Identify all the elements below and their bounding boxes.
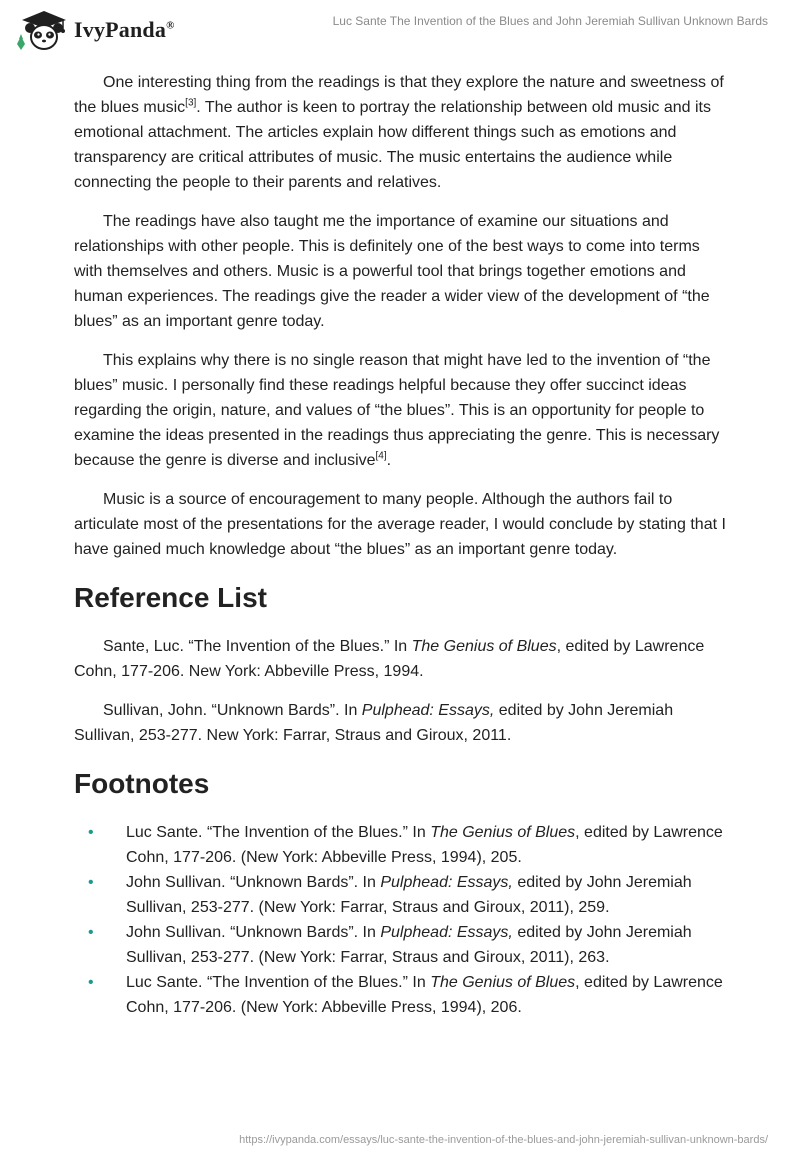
footnote-item — [74, 920, 726, 970]
footnote-title: Pulphead: Essays, — [380, 874, 513, 891]
brand-name — [74, 17, 175, 43]
reference-item-title: The Genius of Blues — [411, 638, 557, 655]
footnote-title: The Genius of Blues — [430, 974, 576, 991]
reference-item — [74, 698, 726, 748]
footnote-ref-4[interactable]: [4] — [375, 450, 387, 462]
footnote-item — [74, 820, 726, 870]
footnote-details: , edited by Lawrence Cohn, 177-206. (New York: Abbeville Press, 1994), 206. — [126, 974, 723, 1016]
footnote-text: John Sullivan. “Unknown Bards”. In — [126, 874, 381, 891]
reference-item-details: , edited by Lawrence Cohn, 177-206. New York: Abbeville Press, 1994. — [74, 638, 705, 680]
reference-item — [74, 634, 726, 684]
footnote-title: Pulphead: Essays, — [380, 924, 513, 941]
ivypanda-logo[interactable] — [14, 6, 175, 54]
reference-item-details: edited by John Jeremiah Sullivan, 253-277. New York: Farrar, Straus and Giroux, 2011. — [74, 702, 674, 744]
bullet-icon: • — [88, 974, 94, 991]
footnotes-heading: Footnotes — [74, 768, 210, 799]
page-header — [0, 0, 800, 60]
paragraph-1 — [74, 70, 726, 195]
footnote-text: John Sullivan. “Unknown Bards”. In — [126, 924, 381, 941]
reference-item-text: Sante, Luc. “The Invention of the Blues.” In — [103, 638, 412, 655]
paragraph-1-text-b: . The author is keen to portray the relationship between old music and its emotional attachment. The articles explain how different things such as emotions and transparency are critical attributes of music. The music entertains the audience while connecting the people to their parents and relatives. — [74, 99, 711, 191]
reference-list-heading: Reference List — [74, 582, 267, 613]
paragraph-3 — [74, 348, 726, 473]
paragraph-4: Music is a source of encouragement to many people. Although the authors fail to articulate most of the presentations for the average reader, I would conclude by stating that I have gained much knowledge about “the blues” as an important genre today. — [74, 491, 726, 558]
essay-content — [74, 70, 726, 1020]
bullet-icon: • — [88, 924, 94, 941]
footnote-details: , edited by Lawrence Cohn, 177-206. (New York: Abbeville Press, 1994), 205. — [126, 824, 723, 866]
reference-item-text: Sullivan, John. “Unknown Bards”. In — [103, 702, 362, 719]
paragraph-2: The readings have also taught me the importance of examine our situations and relationships with other people. This is definitely one of the best ways to come into terms with themselves and others. Music is a powerful tool that brings together emotions and human experiences. The readings give the reader a wider view of the development of “the blues” as an important genre today. — [74, 213, 710, 330]
bullet-icon: • — [88, 874, 94, 891]
source-url[interactable]: https://ivypanda.com/essays/luc-sante-the-invention-of-the-blues-and-john-jeremiah-sullivan-unknown-bards/ — [239, 1134, 768, 1146]
footnote-ref-3[interactable]: [3] — [185, 97, 197, 109]
registered-mark: ® — [166, 19, 175, 32]
document-title: Luc Sante The Invention of the Blues and John Jeremiah Sullivan Unknown Bards — [332, 14, 768, 28]
footnote-text: Luc Sante. “The Invention of the Blues.” In — [126, 974, 431, 991]
paragraph-3-text-b: . — [386, 452, 392, 469]
paragraph-3-text-a: This explains why there is no single reason that might have led to the invention of “the blues” music. I personally find these readings helpful because they offer succinct ideas regarding the origin, nature, and values of “the blues”. This is an opportunity for people to examine the ideas presented in the readings thus appreciating the genre. This is necessary because the genre is diverse and inclusive — [74, 352, 720, 469]
paragraph-1-text-a: One interesting thing from the readings is that they explore the nature and sweetness of the blues music — [74, 74, 724, 116]
footnote-title: The Genius of Blues — [430, 824, 576, 841]
panda-graduation-cap-icon — [14, 6, 70, 54]
footnotes-list — [74, 820, 726, 1020]
footnote-text: Luc Sante. “The Invention of the Blues.” In — [126, 824, 431, 841]
footnote-item — [74, 870, 726, 920]
brand-label: IvyPanda — [74, 17, 167, 42]
reference-item-title: Pulphead: Essays, — [361, 702, 495, 719]
footnote-details: edited by John Jeremiah Sullivan, 253-277. (New York: Farrar, Straus and Giroux, 2011), 259. — [126, 874, 692, 916]
footnote-item — [74, 970, 726, 1020]
footnote-details: edited by John Jeremiah Sullivan, 253-277. (New York: Farrar, Straus and Giroux, 2011), 263. — [126, 924, 692, 966]
bullet-icon: • — [88, 824, 94, 841]
